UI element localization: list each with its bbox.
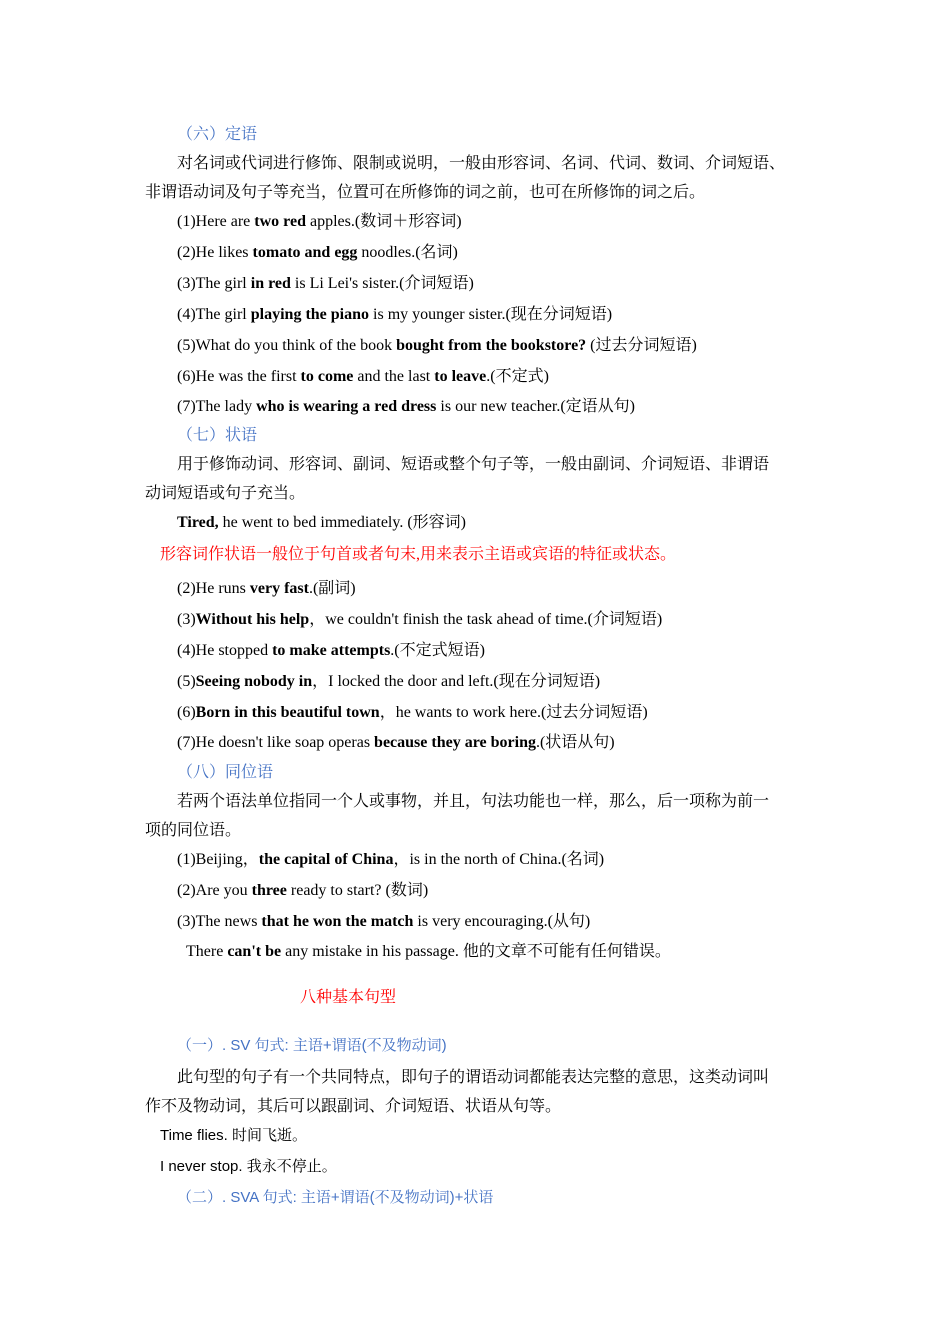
pattern-heading-sva: （二）. SVA 句式: 主语+谓语(不及物动词)+状语 <box>177 1189 494 1206</box>
patterns-title: 八种基本句型 <box>300 989 397 1006</box>
example-sentence: (3)The girl in red is Li Lei's sister.(介词短语) <box>177 275 474 292</box>
example-sentence: (3)The news that he won the match is very encouraging.(从句) <box>177 913 591 930</box>
paragraph-line: 非谓语动词及句子等充当，位置可在所修饰的词之前，也可在所修饰的词之后。 <box>145 184 706 201</box>
example-sentence: (2)He runs very fast.(副词) <box>177 580 356 597</box>
example-sentence: Tired, he went to bed immediately. (形容词) <box>177 514 466 531</box>
example-sentence: Time flies. 时间飞逝。 <box>160 1127 307 1144</box>
example-sentence: (7)He doesn't like soap operas because they are boring.(状语从句) <box>177 734 615 751</box>
paragraph-line: 此句型的句子有一个共同特点，即句子的谓语动词都能表达完整的意思，这类动词叫 <box>177 1069 770 1086</box>
example-sentence: (7)The lady who is wearing a red dress is our new teacher.(定语从句) <box>177 398 636 415</box>
note-red: 形容词作状语一般位于句首或者句末,用来表示主语或宾语的特征或状态。 <box>160 546 677 563</box>
example-sentence: (6)Born in this beautiful town，he wants to work here.(过去分词短语) <box>177 704 648 721</box>
example-sentence: (2)He likes tomato and egg noodles.(名词) <box>177 244 458 261</box>
example-sentence: (6)He was the first to come and the last to leave.(不定式) <box>177 368 549 385</box>
example-sentence: (4)The girl playing the piano is my younger sister.(现在分词短语) <box>177 306 613 323</box>
paragraph-line: 对名词或代词进行修饰、限制或说明，一般由形容词、名词、代词、数词、介词短语、 <box>177 155 786 172</box>
paragraph-line: 作不及物动词，其后可以跟副词、介词短语、状语从句等。 <box>145 1098 562 1115</box>
example-sentence: (3)Without his help，we couldn't finish the task ahead of time.(介词短语) <box>177 611 663 628</box>
paragraph-line: 项的同位语。 <box>145 822 242 839</box>
section-heading-appositive: （八）同位语 <box>177 764 274 781</box>
example-sentence: (5)Seeing nobody in，I locked the door and left.(现在分词短语) <box>177 673 601 690</box>
example-sentence: (5)What do you think of the book bought from the bookstore? (过去分词短语) <box>177 337 697 354</box>
paragraph-line: 用于修饰动词、形容词、副词、短语或整个句子等，一般由副词、介词短语、非谓语 <box>177 456 770 473</box>
example-sentence: (2)Are you three ready to start? (数词) <box>177 882 429 899</box>
pattern-heading-sv: （一）. SV 句式: 主语+谓语(不及物动词) <box>177 1037 447 1054</box>
paragraph-line: 若两个语法单位指同一个人或事物，并且，句法功能也一样，那么，后一项称为前一 <box>177 793 770 810</box>
example-sentence: (1)Beijing，the capital of China，is in the north of China.(名词) <box>177 851 605 868</box>
paragraph-line: 动词短语或句子充当。 <box>145 485 306 502</box>
example-sentence: (1)Here are two red apples.(数词＋形容词) <box>177 213 462 230</box>
example-sentence: I never stop. 我永不停止。 <box>160 1158 337 1175</box>
section-heading-attributive: （六）定语 <box>177 126 258 143</box>
section-heading-adverbial: （七）状语 <box>177 427 258 444</box>
example-sentence: There can't be any mistake in his passage. 他的文章不可能有任何错误。 <box>186 943 671 960</box>
example-sentence: (4)He stopped to make attempts.(不定式短语) <box>177 642 485 659</box>
